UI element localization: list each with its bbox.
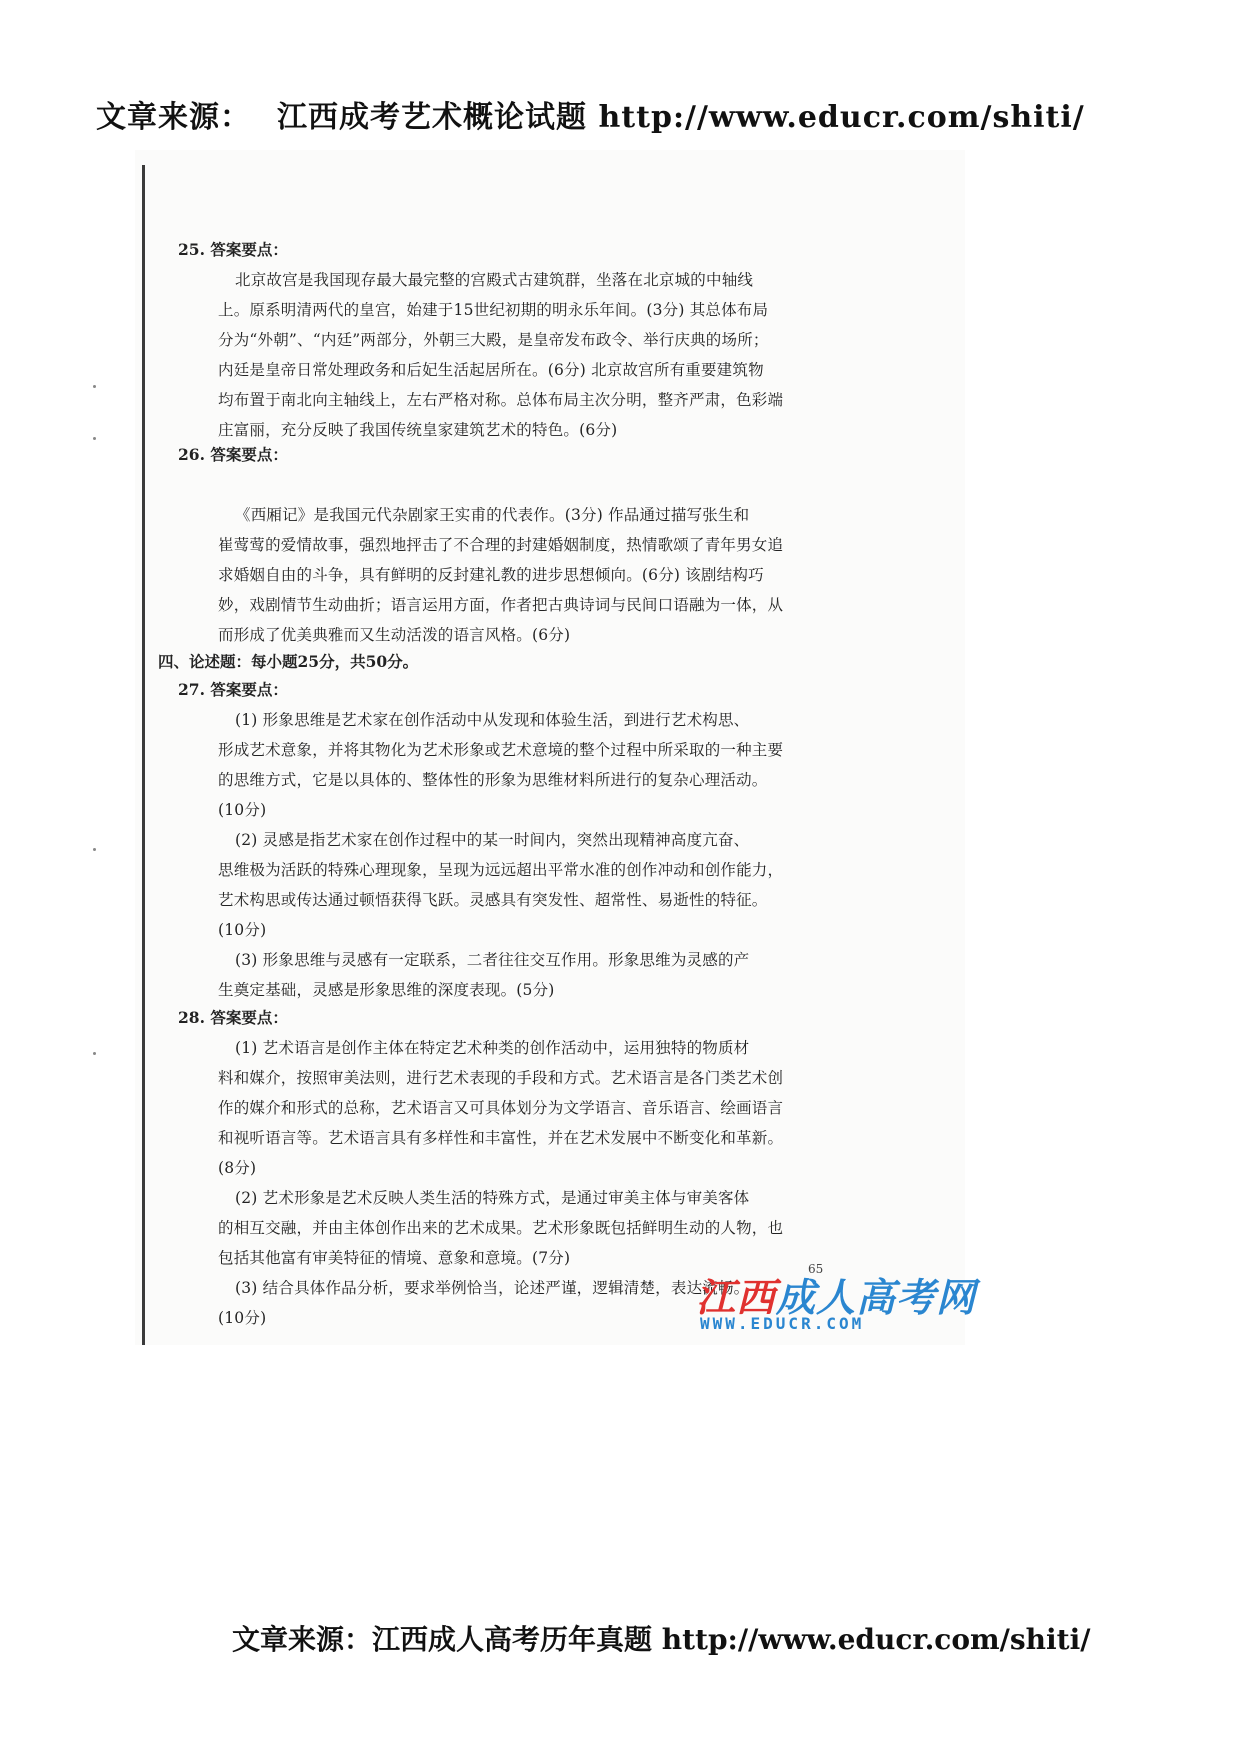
answer-line: 生奠定基础，灵感是形象思维的深度表现。(5分)	[218, 981, 555, 999]
answer-line: 的相互交融，并由主体创作出来的艺术成果。艺术形象既包括鲜明生动的人物，也	[218, 1219, 784, 1237]
logo-text-chengren: 成人高考网	[776, 1276, 977, 1321]
footer-source: 文章来源：江西成人高考历年真题 http://www.educr.com/shiti/	[232, 1623, 1091, 1656]
scan-speck	[93, 848, 96, 851]
answer-line: 北京故宫是我国现存最大最完整的宫殿式古建筑群，坐落在北京城的中轴线	[235, 271, 754, 289]
answer-line: 而形成了优美典雅而又生动活泼的语言风格。(6分)	[218, 626, 571, 644]
header-source	[96, 92, 1085, 136]
answer-line: 崔莺莺的爱情故事，强烈地抨击了不合理的封建婚姻制度，热情歌颂了青年男女追	[218, 536, 784, 554]
answer-line: 妙，戏剧情节生动曲折；语言运用方面，作者把古典诗词与民间口语融为一体，从	[218, 596, 784, 614]
answer-line: 内廷是皇帝日常处理政务和后妃生活起居所在。(6分) 北京故宫所有重要建筑物	[218, 361, 764, 379]
educr-logo	[696, 1267, 977, 1337]
answer-line: (2) 艺术形象是艺术反映人类生活的特殊方式，是通过审美主体与审美客体	[235, 1189, 750, 1207]
scan-speck	[93, 385, 96, 388]
answer-line: (2) 灵感是指艺术家在创作过程中的某一时间内，突然出现精神高度亢奋、	[235, 831, 750, 849]
answer-line: (8分)	[218, 1159, 257, 1177]
answer-line: (10分)	[218, 801, 267, 819]
question-heading: 26. 答案要点：	[178, 445, 288, 464]
answer-line: (1) 艺术语言是创作主体在特定艺术种类的创作活动中，运用独特的物质材	[235, 1039, 750, 1057]
header-source-text: 江西成考艺术概论试题 http://www.educr.com/shiti/	[277, 100, 1085, 135]
logo-url-text: WWW.EDUCR.COM	[700, 1314, 865, 1333]
scan-speck	[93, 1052, 96, 1055]
answer-line: 作的媒介和形式的总称，艺术语言又可具体划分为文学语言、音乐语言、绘画语言	[218, 1099, 784, 1117]
scan-speck	[93, 437, 96, 440]
answer-line: 思维极为活跃的特殊心理现象，呈现为远远超出平常水准的创作冲动和创作能力，	[218, 861, 784, 879]
scan-binding-edge	[142, 165, 145, 1345]
header-source-label: 文章来源：	[96, 100, 251, 135]
question-heading: 27. 答案要点：	[178, 680, 288, 699]
answer-line: (10分)	[218, 921, 267, 939]
answer-line: 分为“外朝”、“内廷”两部分，外朝三大殿，是皇帝发布政令、举行庆典的场所；	[218, 331, 769, 349]
logo-text-jiangxi: 江西	[696, 1276, 777, 1321]
question-heading: 四、论述题：每小题25分，共50分。	[158, 652, 419, 671]
answer-line: 料和媒介，按照审美法则，进行艺术表现的手段和方式。艺术语言是各门类艺术创	[218, 1069, 784, 1087]
answer-line: 的思维方式，它是以具体的、整体性的形象为思维材料所进行的复杂心理活动。	[218, 771, 768, 789]
answer-line: 包括其他富有审美特征的情境、意象和意境。(7分)	[218, 1249, 571, 1267]
question-heading: 28. 答案要点：	[178, 1008, 288, 1027]
page-number: 65	[808, 1262, 824, 1276]
answer-line: (10分)	[218, 1309, 267, 1327]
answer-line: (1) 形象思维是艺术家在创作活动中从发现和体验生活，到进行艺术构思、	[235, 711, 750, 729]
question-heading: 25. 答案要点：	[178, 240, 288, 259]
answer-line: 求婚姻自由的斗争，具有鲜明的反封建礼教的进步思想倾向。(6分) 该剧结构巧	[218, 566, 764, 584]
answer-line: 形成艺术意象，并将其物化为艺术形象或艺术意境的整个过程中所采取的一种主要	[218, 741, 784, 759]
answer-line: 上。原系明清两代的皇宫，始建于15世纪初期的明永乐年间。(3分) 其总体布局	[218, 301, 769, 319]
answer-line: 庄富丽，充分反映了我国传统皇家建筑艺术的特色。(6分)	[218, 421, 618, 439]
answer-line: 《西厢记》是我国元代杂剧家王实甫的代表作。(3分) 作品通过描写张生和	[235, 506, 750, 524]
answer-line: 艺术构思或传达通过顿悟获得飞跃。灵感具有突发性、超常性、易逝性的特征。	[218, 891, 768, 909]
answer-line: (3) 形象思维与灵感有一定联系，二者往往交互作用。形象思维为灵感的产	[235, 951, 750, 969]
answer-line: 和视听语言等。艺术语言具有多样性和丰富性，并在艺术发展中不断变化和革新。	[218, 1129, 784, 1147]
answer-line: 均布置于南北向主轴线上，左右严格对称。总体布局主次分明，整齐严肃，色彩端	[218, 391, 784, 409]
answer-line: (3) 结合具体作品分析，要求举例恰当，论述严谨，逻辑清楚，表达流畅。	[235, 1279, 750, 1297]
